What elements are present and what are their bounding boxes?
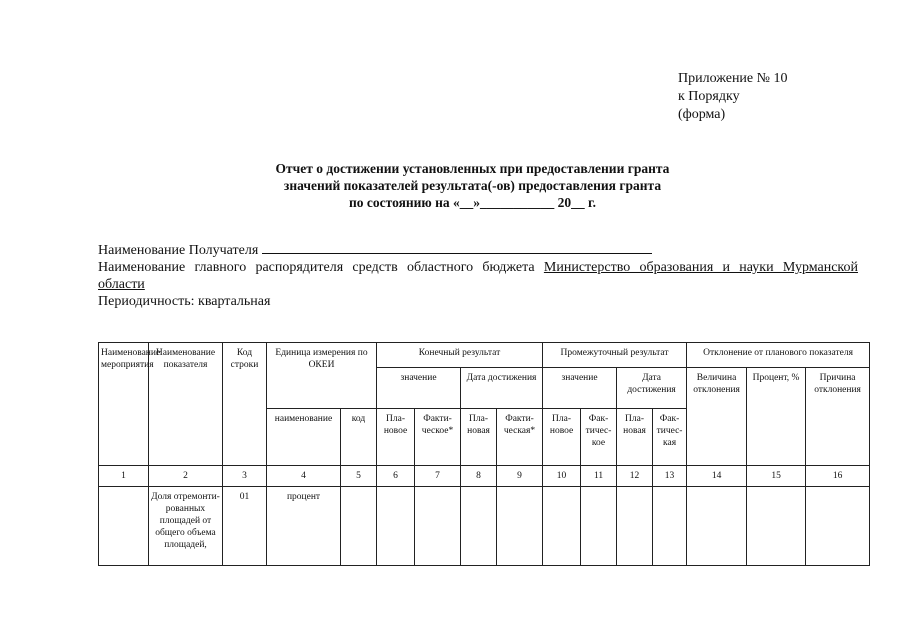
table-row bbox=[99, 487, 870, 566]
column-number: 13 bbox=[653, 466, 687, 487]
column-number: 11 bbox=[581, 466, 617, 487]
recipient-blank-line bbox=[262, 240, 652, 254]
appendix-line-2: к Порядку bbox=[678, 89, 740, 104]
column-number: 6 bbox=[377, 466, 415, 487]
header-event: Наименование мероприятия bbox=[99, 343, 149, 466]
column-number: 16 bbox=[806, 466, 870, 487]
header-code: Код строки bbox=[223, 343, 267, 466]
header-interim-plan-date: Пла-новая bbox=[617, 409, 653, 466]
header-final-result: Конечный результат bbox=[377, 343, 543, 368]
cell-empty bbox=[687, 487, 747, 566]
header-final-plan-value: Пла-новое bbox=[377, 409, 415, 466]
distributor-row-cont bbox=[98, 276, 858, 293]
cell-empty bbox=[415, 487, 461, 566]
column-number: 1 bbox=[99, 466, 149, 487]
column-number: 15 bbox=[747, 466, 806, 487]
recipient-label: Наименование Получателя bbox=[98, 243, 259, 258]
header-unit-name: наименование bbox=[267, 409, 341, 466]
report-table bbox=[98, 342, 870, 566]
periodicity: Периодичность: квартальная bbox=[98, 294, 271, 309]
header-unit: Единица измерения по ОКЕИ bbox=[267, 343, 377, 409]
header-final-fact-value: Факти-ческое* bbox=[415, 409, 461, 466]
distributor-row bbox=[98, 259, 858, 276]
cell-code: 01 bbox=[223, 487, 267, 566]
column-number: 12 bbox=[617, 466, 653, 487]
cell-event bbox=[99, 487, 149, 566]
column-numbers-row bbox=[99, 466, 870, 487]
appendix-block bbox=[678, 70, 788, 124]
cell-empty bbox=[617, 487, 653, 566]
cell-empty bbox=[377, 487, 415, 566]
column-number: 10 bbox=[543, 466, 581, 487]
header-interim-value: значение bbox=[543, 368, 617, 409]
header-indicator: Наименование показателя bbox=[149, 343, 223, 466]
title-line-2: значений показателей результата(-ов) предоставления гранта bbox=[283, 178, 662, 193]
header-unit-code: код bbox=[341, 409, 377, 466]
distributor-value: Министерство образования и науки Мурманской bbox=[543, 260, 858, 275]
header-final-fact-date: Факти-ческая* bbox=[497, 409, 543, 466]
cell-empty bbox=[543, 487, 581, 566]
column-number: 3 bbox=[223, 466, 267, 487]
header-interim-plan-value: Пла-новое bbox=[543, 409, 581, 466]
report-info bbox=[98, 240, 858, 310]
cell-empty bbox=[581, 487, 617, 566]
header-interim-fact-date: Фак-тичес-кая bbox=[653, 409, 687, 466]
report-title bbox=[200, 160, 745, 211]
cell-empty bbox=[461, 487, 497, 566]
header-final-date: Дата достижения bbox=[461, 368, 543, 409]
title-line-1: Отчет о достижении установленных при предоставлении гранта bbox=[275, 161, 670, 176]
cell-empty bbox=[653, 487, 687, 566]
column-number: 9 bbox=[497, 466, 543, 487]
appendix-line-3: (форма) bbox=[678, 107, 726, 122]
header-interim-date: Дата достижения bbox=[617, 368, 687, 409]
cell-empty bbox=[497, 487, 543, 566]
header-final-value: значение bbox=[377, 368, 461, 409]
header-deviation-value: Величина отклонения bbox=[687, 368, 747, 466]
cell-unit-name: процент bbox=[267, 487, 341, 566]
distributor-value-cont: области bbox=[98, 277, 145, 292]
column-number: 5 bbox=[341, 466, 377, 487]
column-number: 8 bbox=[461, 466, 497, 487]
recipient-row bbox=[98, 240, 858, 259]
title-line-3: по состоянию на «__»___________ 20__ г. bbox=[348, 195, 597, 210]
cell-unit-code bbox=[341, 487, 377, 566]
column-number: 7 bbox=[415, 466, 461, 487]
cell-empty bbox=[806, 487, 870, 566]
column-number: 2 bbox=[149, 466, 223, 487]
appendix-line-1: Приложение № 10 bbox=[678, 71, 788, 86]
header-final-plan-date: Пла-новая bbox=[461, 409, 497, 466]
header-deviation-percent: Процент, % bbox=[747, 368, 806, 466]
column-number: 14 bbox=[687, 466, 747, 487]
cell-indicator: Доля отремонти-рованных площадей от общего объема площадей, bbox=[149, 487, 223, 566]
header-deviation: Отклонение от планового показателя bbox=[687, 343, 870, 368]
header-interim-fact-value: Фак-тичес-кое bbox=[581, 409, 617, 466]
distributor-label: Наименование главного распорядителя средств областного бюджета bbox=[98, 260, 535, 275]
header-deviation-reason: Причина отклонения bbox=[806, 368, 870, 466]
column-number: 4 bbox=[267, 466, 341, 487]
cell-empty bbox=[747, 487, 806, 566]
header-interim-result: Промежуточный результат bbox=[543, 343, 687, 368]
